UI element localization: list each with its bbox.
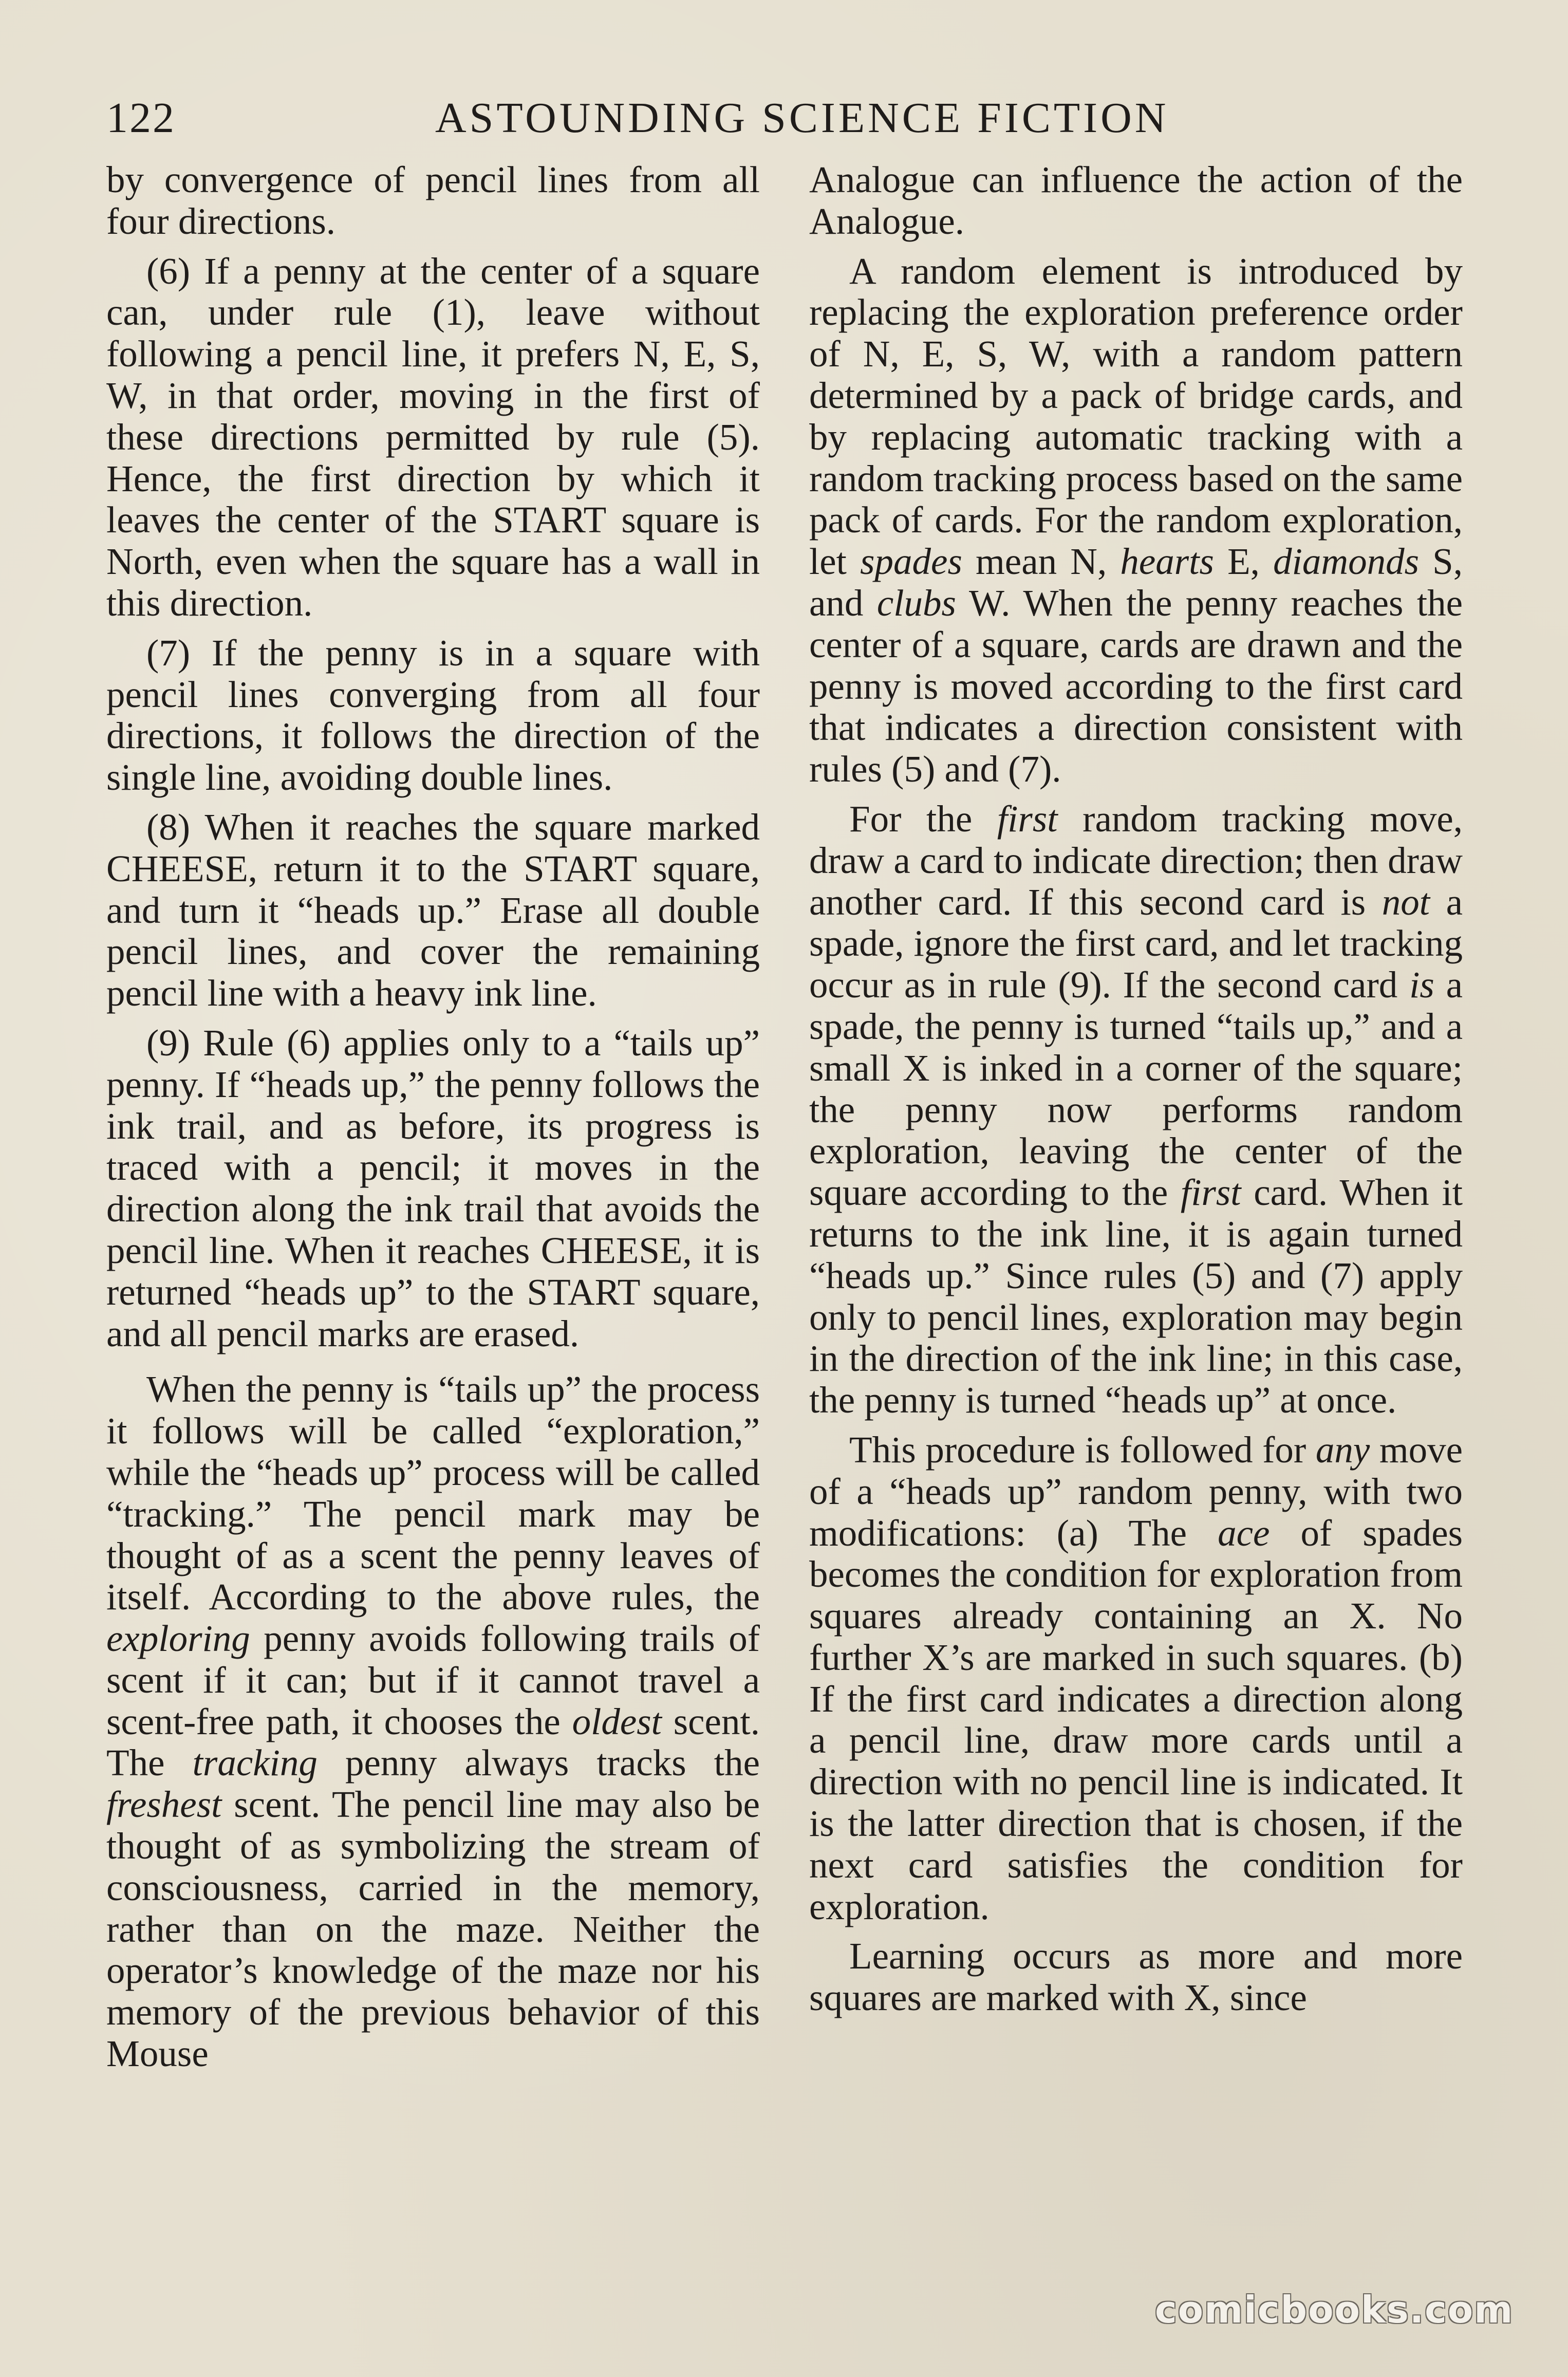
italic-text: hearts — [1120, 541, 1214, 583]
text-run: mean N, — [962, 541, 1121, 583]
italic-text: any — [1315, 1428, 1370, 1471]
italic-text: first — [997, 797, 1058, 840]
running-head: ASTOUNDING SCIENCE FICTION — [435, 94, 1169, 142]
italic-text: tracking — [192, 1742, 318, 1784]
left-column — [106, 159, 760, 2251]
text-run: W. When the penny reaches the center of a square, cards are drawn and the penny is moved according to the first card that indicates a direction consistent with rules (5) and (7). — [809, 582, 1463, 790]
paragraph-rule-9: (9) Rule (6) applies only to a “tails up” penny. If “heads up,” the penny follows the ink trail, and as before, its progress is traced with a pencil; it moves in the direction along the ink trail that avoids the pencil line. When it reaches CHEESE, it is returned “heads up” to the START square, and all pencil marks are erased. — [106, 1022, 760, 1354]
text-run: penny avoids following trails of scent if it can; but if it cannot travel a scent-free path, it chooses the — [106, 1618, 760, 1742]
text-run: penny always tracks the — [317, 1742, 760, 1784]
text-run: For the — [849, 797, 997, 840]
paragraph-rule-6: (6) If a penny at the center of a square can, under rule (1), leave without following a pencil line, it prefers N, E, S, W, in that order, moving in the first of these directions permitted by rule (5). Hence, the first direction by which it leaves the center of the START square is North, even when the square has a wall in this direction. — [106, 250, 760, 624]
paragraph-random-tracking — [809, 798, 1463, 1421]
text-run: random tracking move, draw a card to indicate direction; then draw another card. If this second card is — [809, 797, 1463, 923]
watermark-text: comicbooks.com — [1155, 2288, 1514, 2331]
paragraph-continuation: by convergence of pencil lines from all four directions. — [106, 159, 760, 242]
text-run: a spade, ignore the first card, and let tracking occur as in rule (9). If the second card — [809, 881, 1463, 1006]
text-run: a spade, the penny is turned “tails up,” and a small X is inked in a corner of the square; the penny now performs random exploration, leaving the center of the square according to the — [809, 964, 1463, 1214]
paragraph-exploration-tracking — [106, 1369, 760, 2075]
paragraph-rule-8: (8) When it reaches the square marked CHEESE, return it to the START square, and turn it “heads up.” Erase all double pencil lines, and cover the remaining pencil line with a heavy ink line. — [106, 806, 760, 1014]
paragraph-random-element — [809, 251, 1463, 790]
text-run: A random element is introduced by replacing the exploration preference order of N, E, S, W, with a random pattern determined by a pack of bridge cards, and by replacing automatic tracking with a random tracking process based on the same pack of cards. For the random exploration, let — [809, 250, 1463, 583]
italic-text: freshest — [106, 1784, 222, 1826]
paragraph-learning: Learning occurs as more and more squares are marked with X, since — [809, 1935, 1463, 2019]
italic-text: ace — [1218, 1512, 1270, 1554]
italic-text: not — [1382, 881, 1430, 923]
italic-text: spades — [860, 541, 962, 583]
text-run: scent. The pencil line may also be thought of as symbolizing the stream of consciousness, carried in the memory, rather than on the maze. Neither the operator’s knowledge of the maze nor his memory of the previous behavior of this Mouse — [106, 1784, 760, 2075]
right-column — [809, 159, 1463, 2251]
italic-text: clubs — [876, 582, 956, 624]
page-number: 122 — [106, 94, 176, 142]
text-run: of spades becomes the condition for exploration from squares already containing an X. No further X’s are marked in such squares. (b) If the first card indicates a direction along a pencil line, draw more cards until a direction with no pencil line is indicated. It is the latter direction that is chosen, if the next card satisfies the condition for exploration. — [809, 1512, 1463, 1927]
italic-text: is — [1409, 964, 1434, 1006]
italic-text: oldest — [572, 1700, 662, 1742]
paragraph-procedure — [809, 1429, 1463, 1928]
text-run: scent. The — [106, 1700, 760, 1784]
text-run: When the penny is “tails up” the process it follows will be called “exploration,” while the “heads up” process will be called “tracking.” The pencil mark may be thought of as a scent the penny leaves of itself. According to the above rules, the — [106, 1368, 760, 1618]
italic-text: diamonds — [1273, 541, 1419, 583]
italic-text: exploring — [106, 1618, 250, 1660]
text-run: This procedure is followed for — [849, 1428, 1316, 1471]
text-run: S, and — [809, 541, 1463, 624]
paragraph-rule-7: (7) If the penny is in a square with pencil lines converging from all four directions, it follows the direction of the single line, avoiding double lines. — [106, 632, 760, 798]
text-run: card. When it returns to the ink line, it is again turned “heads up.” Since rules (5) and (7) apply only to pencil lines, exploration may begin in the direction of the ink line; in this case, the penny is turned “heads up” at once. — [809, 1172, 1463, 1421]
text-run: move of a “heads up” random penny, with two modifications: (a) The — [809, 1428, 1463, 1554]
page-header — [106, 82, 1463, 154]
text-run: E, — [1214, 541, 1274, 583]
italic-text: first — [1180, 1172, 1241, 1214]
paragraph-continuation: Analogue can influence the action of the Analogue. — [809, 159, 1463, 242]
